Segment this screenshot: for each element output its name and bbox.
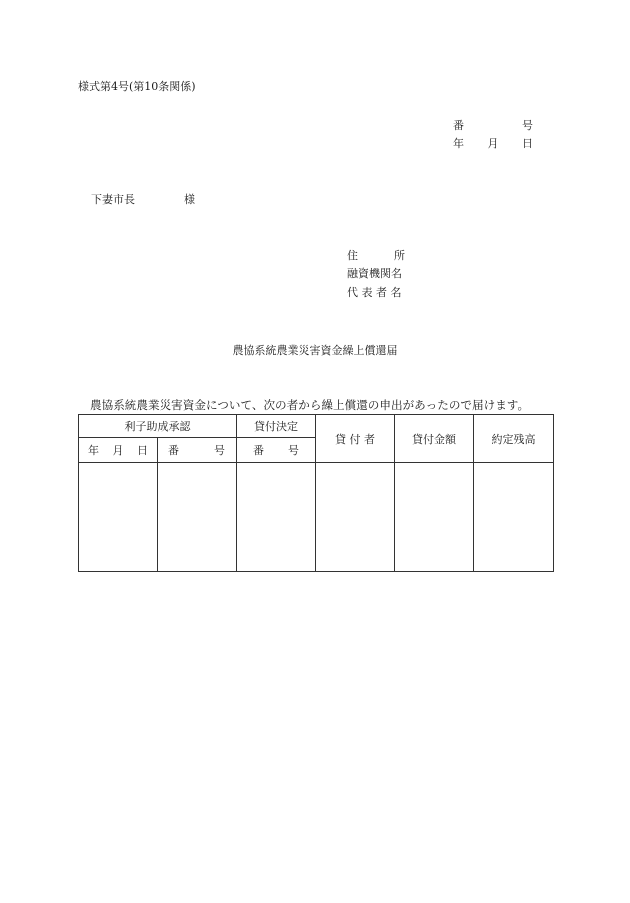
table-row [79,463,554,572]
approval-number-header [158,438,237,463]
interest-subsidy-approval-header: 利子助成承認 [79,415,237,438]
loan-decision-number-left: 番 [253,444,264,457]
approval-number-left: 番 [168,444,179,457]
address-label-left: 住 [347,249,358,262]
approval-day-label: 日 [137,444,148,457]
approval-date-cell[interactable] [79,463,158,572]
representative-label: 代 表 者 名 [347,286,402,299]
addressee-honorific: 様 [184,193,195,206]
addressee-name: 下妻市長 [91,193,135,206]
loan-decision-header: 貸付決定 [237,415,316,438]
balance-header: 約定残高 [474,415,554,463]
approval-number-cell[interactable] [158,463,237,572]
address-label [347,249,405,263]
table-header-row [79,415,554,438]
loan-decision-number-right: 号 [288,444,299,457]
date-label [453,137,533,151]
balance-cell[interactable] [474,463,554,572]
form-number: 様式第4号(第10条関係) [78,80,196,93]
loan-amount-header: 貸付金額 [395,415,474,463]
year-label: 年 [453,137,464,150]
day-label: 日 [522,137,533,150]
body-text: 農協系統農業災害資金について、次の者から繰上償還の申出があったので届けます。 [90,398,530,412]
number-label-left: 番 [453,119,464,132]
approval-month-label: 月 [112,444,124,457]
institution-label: 融資機関名 [347,267,402,280]
loan-decision-number-header [237,438,316,463]
borrower-header: 貸 付 者 [316,415,395,463]
approval-number-right: 号 [214,444,225,457]
loan-decision-number-cell[interactable] [237,463,316,572]
month-label: 月 [487,137,499,150]
number-label-right: 号 [522,119,533,132]
repayment-table [78,414,554,572]
document-title: 農協系統農業災害資金繰上償還届 [232,344,398,357]
borrower-cell[interactable] [316,463,395,572]
approval-date-header [79,438,158,463]
approval-year-label: 年 [88,444,99,457]
loan-amount-cell[interactable] [395,463,474,572]
document-number-label [453,119,533,133]
address-label-right: 所 [394,249,405,262]
